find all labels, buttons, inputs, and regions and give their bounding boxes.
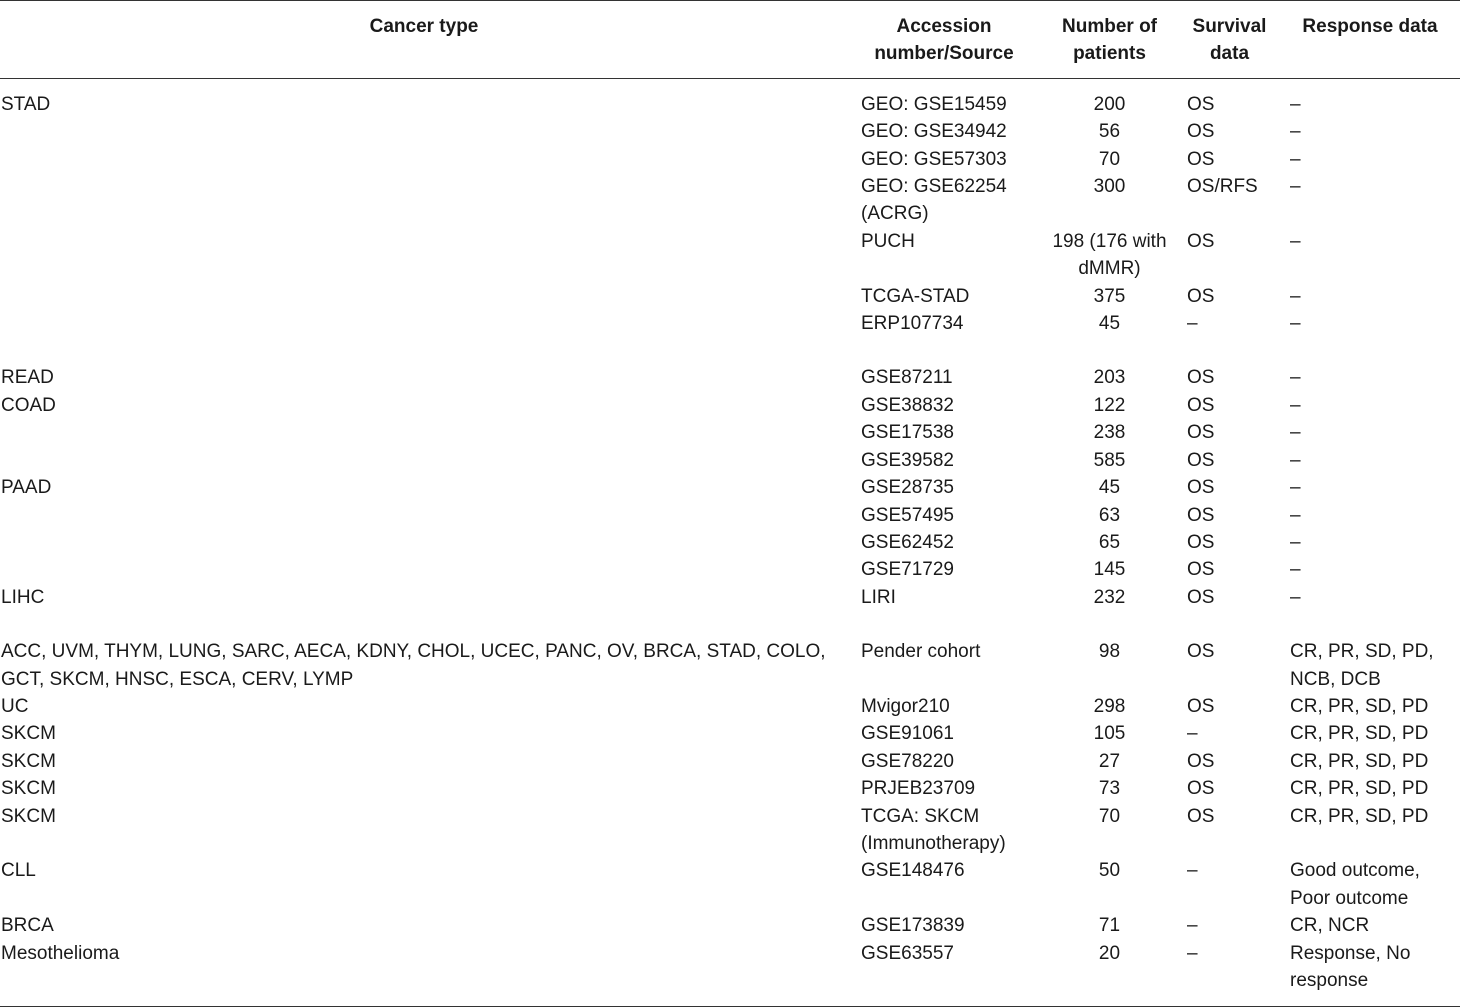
cell-number-of-patients: 73 [1098, 778, 1121, 800]
cell-number-of-patients: 50 [1098, 860, 1121, 882]
cell-cancer-type [0, 146, 848, 173]
cell-cancer-type: READ [1, 367, 54, 389]
cell-survival-data: OS [1187, 230, 1215, 252]
header-survival-data: Survival data [1192, 16, 1267, 65]
cell-survival-data: OS/RFS [1187, 176, 1258, 198]
cell-accession: GSE39582 [861, 449, 954, 471]
table-header [0, 1, 1460, 79]
cell-accession: GSE57495 [861, 504, 954, 526]
cell-response-data: CR, PR, SD, PD [1290, 750, 1429, 772]
cell-accession: GSE63557 [861, 942, 954, 964]
table-row [0, 447, 1460, 474]
cell-response-data: – [1290, 176, 1301, 198]
cell-cancer-type [0, 529, 848, 556]
cell-response-data: CR, PR, SD, PD [1290, 805, 1429, 827]
cell-accession: GSE71729 [861, 559, 954, 581]
cell-accession: LIRI [861, 586, 896, 608]
cell-accession: GEO: GSE62254 (ACRG) [861, 176, 1007, 225]
cell-number-of-patients: 65 [1098, 531, 1121, 553]
cell-survival-data: OS [1187, 750, 1215, 772]
cell-response-data: – [1290, 504, 1301, 526]
cell-response-data: – [1290, 313, 1301, 335]
cell-accession: PRJEB23709 [861, 778, 976, 800]
cell-number-of-patients: 198 (176 with dMMR) [1052, 230, 1167, 280]
cell-accession: GSE28735 [861, 477, 954, 499]
cell-accession: TCGA: SKCM (Immunotherapy) [861, 805, 1006, 854]
table-row [0, 693, 1460, 720]
table-row [0, 857, 1460, 912]
header-response-data: Response data [1302, 16, 1438, 37]
cell-number-of-patients: 45 [1098, 313, 1121, 335]
cell-survival-data: OS [1187, 367, 1215, 389]
cell-accession: GSE91061 [861, 723, 954, 745]
cell-cancer-type [0, 502, 848, 529]
cell-accession: ERP107734 [861, 313, 964, 335]
cell-survival-data: OS [1187, 285, 1215, 307]
table-row [0, 78, 1460, 118]
cell-number-of-patients: 56 [1098, 121, 1121, 143]
cell-number-of-patients: 145 [1093, 559, 1126, 581]
cell-cancer-type: UC [1, 695, 29, 717]
cell-accession: GSE17538 [861, 422, 954, 444]
cell-number-of-patients: 298 [1093, 695, 1126, 717]
table-row [0, 748, 1460, 775]
cell-cancer-type: Mesothelioma [1, 942, 120, 964]
cell-number-of-patients: 98 [1098, 641, 1121, 663]
table-row [0, 118, 1460, 145]
table-row [0, 720, 1460, 747]
cell-survival-data: OS [1187, 559, 1215, 581]
cell-cancer-type [0, 419, 848, 446]
cell-cancer-type: ACC, UVM, THYM, LUNG, SARC, AECA, KDNY, CHOL, UCEC, PANC, OV, BRCA, STAD, COLO, GCT, SKCM, HNSC, ESCA, CERV, LYMP [1, 641, 826, 690]
cell-number-of-patients: 375 [1093, 285, 1126, 307]
cell-survival-data: – [1187, 860, 1198, 882]
cell-survival-data: OS [1187, 394, 1215, 416]
table-row [0, 502, 1460, 529]
cell-response-data: – [1290, 422, 1301, 444]
table-row [0, 912, 1460, 939]
cell-cancer-type: SKCM [1, 750, 56, 772]
table-row [0, 228, 1460, 283]
cell-accession: GSE78220 [861, 750, 954, 772]
cell-accession: GEO: GSE15459 [861, 93, 1007, 115]
cell-number-of-patients: 300 [1093, 176, 1126, 198]
table-row [0, 283, 1460, 310]
cell-cancer-type: COAD [1, 394, 56, 416]
cell-number-of-patients: 238 [1093, 422, 1126, 444]
cell-accession: GSE62452 [861, 531, 954, 553]
cell-response-data: Good outcome, Poor outcome [1290, 860, 1420, 909]
cell-survival-data: OS [1187, 121, 1215, 143]
table-row [0, 146, 1460, 173]
table-row [0, 775, 1460, 802]
cell-response-data: – [1290, 93, 1301, 115]
cell-survival-data: OS [1187, 778, 1215, 800]
cell-number-of-patients: 45 [1098, 477, 1121, 499]
cell-response-data: – [1290, 477, 1301, 499]
table-row [0, 556, 1460, 583]
cell-survival-data: OS [1187, 531, 1215, 553]
cell-accession: Pender cohort [861, 641, 981, 663]
cell-cancer-type: SKCM [1, 723, 56, 745]
cell-cancer-type [0, 283, 848, 310]
cell-survival-data: – [1187, 723, 1198, 745]
cell-response-data: CR, NCR [1290, 915, 1370, 937]
header-accession: Accession number/Source [874, 16, 1014, 65]
table-row [0, 803, 1460, 858]
cell-accession: GSE38832 [861, 394, 954, 416]
cell-survival-data: OS [1187, 477, 1215, 499]
cell-number-of-patients: 232 [1093, 586, 1126, 608]
cell-survival-data: – [1187, 942, 1198, 964]
cell-response-data: CR, PR, SD, PD, NCB, DCB [1290, 641, 1434, 690]
table-row [0, 310, 1460, 337]
cell-number-of-patients: 585 [1093, 449, 1126, 471]
header-cancer-type: Cancer type [369, 16, 479, 37]
cell-response-data: CR, PR, SD, PD [1290, 778, 1429, 800]
cell-cancer-type: SKCM [1, 805, 56, 827]
cell-accession: Mvigor210 [861, 695, 950, 717]
cell-accession: GSE87211 [861, 367, 953, 389]
header-number-of-patients: Number of patients [1062, 16, 1157, 65]
cell-survival-data: – [1187, 313, 1198, 335]
cell-number-of-patients: 105 [1093, 723, 1126, 745]
cell-number-of-patients: 71 [1098, 915, 1121, 937]
cell-survival-data: OS [1187, 504, 1215, 526]
cell-accession: GSE148476 [861, 860, 965, 882]
cell-number-of-patients: 20 [1098, 942, 1121, 964]
cell-survival-data: OS [1187, 805, 1215, 827]
cell-cancer-type [0, 310, 848, 337]
cell-survival-data: OS [1187, 586, 1215, 608]
cell-cancer-type: PAAD [1, 477, 52, 499]
cell-survival-data: OS [1187, 422, 1215, 444]
cell-cancer-type [0, 118, 848, 145]
cell-cancer-type: STAD [1, 93, 51, 115]
cell-cancer-type [0, 228, 848, 283]
table-row [0, 474, 1460, 501]
table-row [0, 173, 1460, 228]
cell-number-of-patients: 203 [1093, 367, 1126, 389]
cell-survival-data: OS [1187, 148, 1215, 170]
cell-response-data: – [1290, 148, 1301, 170]
cell-response-data: – [1290, 230, 1301, 252]
table-row [0, 419, 1460, 446]
cell-response-data: – [1290, 394, 1301, 416]
cell-accession: GEO: GSE34942 [861, 121, 1007, 143]
cell-response-data: – [1290, 367, 1301, 389]
cell-response-data: – [1290, 449, 1301, 471]
cell-accession: TCGA-STAD [861, 285, 970, 307]
cell-number-of-patients: 200 [1093, 93, 1126, 115]
table-row [0, 337, 1460, 391]
cell-survival-data: OS [1187, 449, 1215, 471]
table-body [0, 78, 1460, 1007]
cell-cancer-type [0, 173, 848, 228]
cell-response-data: – [1290, 531, 1301, 553]
cell-cancer-type [0, 447, 848, 474]
cell-accession: GEO: GSE57303 [861, 148, 1007, 170]
cell-accession: PUCH [861, 230, 915, 252]
cell-cancer-type: BRCA [1, 915, 54, 937]
table-row [0, 940, 1460, 1007]
cell-response-data: CR, PR, SD, PD [1290, 695, 1429, 717]
cell-cancer-type: SKCM [1, 778, 56, 800]
cell-response-data: – [1290, 559, 1301, 581]
cell-accession: GSE173839 [861, 915, 965, 937]
table-row [0, 611, 1460, 693]
cell-cancer-type [0, 556, 848, 583]
cell-survival-data: OS [1187, 641, 1215, 663]
cell-response-data: Response, No response [1290, 942, 1411, 991]
cell-survival-data: OS [1187, 695, 1215, 717]
cell-number-of-patients: 27 [1098, 750, 1121, 772]
cell-number-of-patients: 70 [1098, 805, 1121, 827]
table-row [0, 392, 1460, 419]
cell-response-data: CR, PR, SD, PD [1290, 723, 1429, 745]
cell-cancer-type: LIHC [1, 586, 45, 608]
table-row [0, 584, 1460, 611]
table-row [0, 529, 1460, 556]
cell-cancer-type: CLL [1, 860, 36, 882]
cell-number-of-patients: 63 [1098, 504, 1121, 526]
cell-response-data: – [1290, 121, 1301, 143]
cell-number-of-patients: 70 [1098, 148, 1121, 170]
cell-number-of-patients: 122 [1093, 394, 1126, 416]
cell-survival-data: – [1187, 915, 1198, 937]
cell-response-data: – [1290, 285, 1301, 307]
cell-response-data: – [1290, 586, 1301, 608]
cell-survival-data: OS [1187, 93, 1215, 115]
